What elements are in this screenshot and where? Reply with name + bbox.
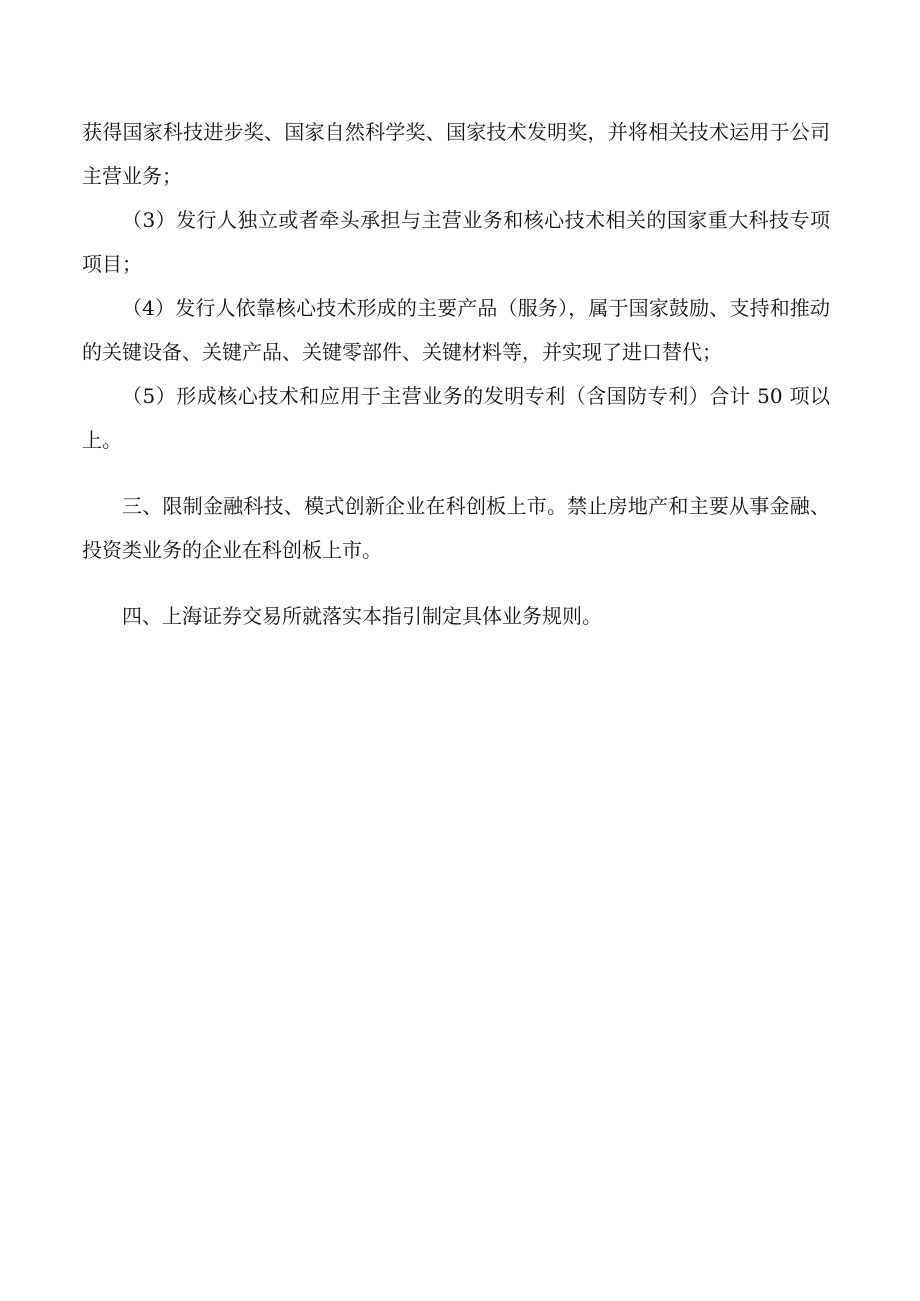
paragraph-item-4: （4）发行人依靠核心技术形成的主要产品（服务），属于国家鼓励、支持和推动的关键设备、关键产品、关键零部件、关键材料等，并实现了进口替代；: [82, 296, 830, 364]
paragraph-section-4: 四、上海证券交易所就落实本指引制定具体业务规则。: [122, 604, 602, 628]
paragraph-section-3: 三、限制金融科技、模式创新企业在科创板上市。禁止房地产和主要从事金融、投资类业务的企业在科创板上市。: [82, 494, 830, 562]
paragraph-item-5: （5）形成核心技术和应用于主营业务的发明专利（含国防专利）合计 50 项以上。: [82, 384, 830, 452]
paragraph-continuation: 获得国家科技进步奖、国家自然科学奖、国家技术发明奖，并将相关技术运用于公司主营业务；: [82, 120, 830, 188]
document-body: [82, 110, 830, 638]
paragraph-item-3: （3）发行人独立或者牵头承担与主营业务和核心技术相关的国家重大科技专项项目；: [82, 208, 830, 276]
